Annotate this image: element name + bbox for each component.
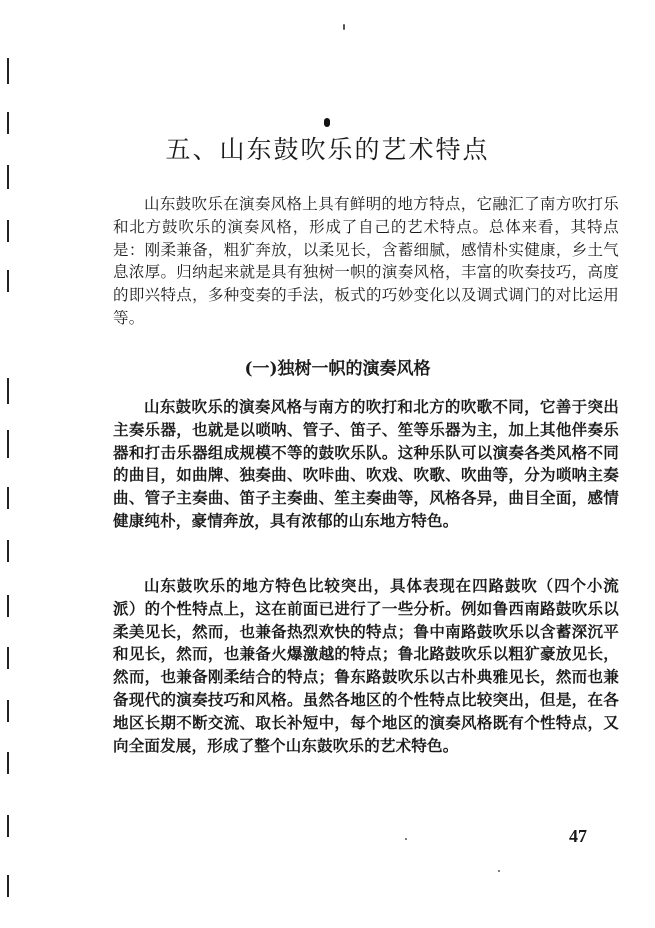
scan-speck: [405, 838, 407, 840]
scan-edge-mark: [7, 220, 9, 242]
scan-edge-mark: [7, 270, 9, 292]
scan-edge-mark: [7, 430, 9, 458]
scan-edge-mark: [7, 752, 9, 774]
scan-edge-mark: [7, 540, 9, 562]
scan-edge-mark: [7, 165, 9, 189]
page-title: 五、山东鼓吹乐的艺术特点: [165, 135, 490, 164]
scan-edge-mark: [7, 595, 9, 617]
scan-edge-mark: [7, 58, 9, 84]
scan-speck: [343, 24, 345, 30]
scan-edge-mark: [7, 378, 9, 404]
scan-edge-mark: [7, 700, 9, 722]
scan-edge-mark: [7, 815, 9, 837]
section-heading: (一)独树一帜的演奏风格: [244, 359, 431, 379]
scan-edge-mark: [7, 875, 9, 897]
body-paragraph-2: 山东鼓吹乐的地方特色比较突出，具体表现在四路鼓吹（四个小流派）的个性特点上，这在前面已进行了一些分析。例如鲁西南路鼓吹乐以柔美见长，然而，也兼备热烈欢快的特点；鲁中南路鼓吹乐以含蓄深沉平和见长，然而，也兼备火爆激越的特点；鲁北路鼓吹乐以粗犷豪放见长，然而，也兼备刚柔结合的特点；鲁东路鼓吹乐以古朴典雅见长，然而也兼备现代的演奏技巧和风格。虽然各地区的个性特点比较突出，但是，在各地区长期不断交流、取长补短中，每个地区的演奏风格既有个性特点，又向全面发展，形成了整个山东鼓吹乐的艺术特色。: [113, 576, 619, 755]
page-number: 47: [569, 826, 587, 846]
scan-edge-mark: [7, 487, 9, 509]
scan-edge-mark: [7, 647, 9, 669]
intro-paragraph: 山东鼓吹乐在演奏风格上具有鲜明的地方特点，它融汇了南方吹打乐和北方鼓吹乐的演奏风格，形成了自己的艺术特点。总体来看，其特点是：刚柔兼备，粗犷奔放，以柔见长，含蓄细腻，感情朴实健康，乡土气息浓厚。归纳起来就是具有独树一帜的演奏风格，丰富的吹奏技巧，高度的即兴特点，多种变奏的手法，板式的巧妙变化以及调式调门的对比运用等。: [113, 195, 619, 327]
scan-speck: [498, 870, 500, 872]
scan-edge-mark: [7, 112, 9, 134]
body-paragraph-1: 山东鼓吹乐的演奏风格与南方的吹打和北方的吹歌不同，它善于突出主奏乐器，也就是以唢呐、管子、笛子、笙等乐器为主，加上其他伴奏乐器和打击乐器组成规模不等的鼓吹乐队。这种乐队可以演奏各类风格不同的曲目，如曲牌、独奏曲、吹咔曲、吹戏、吹歌、吹曲等，分为唢呐主奏曲、管子主奏曲、笛子主奏曲、笙主奏曲等，风格各异，曲目全面，感情健康纯朴，豪情奔放，具有浓郁的山东地方特色。: [113, 397, 619, 530]
scan-speck: [324, 118, 330, 127]
